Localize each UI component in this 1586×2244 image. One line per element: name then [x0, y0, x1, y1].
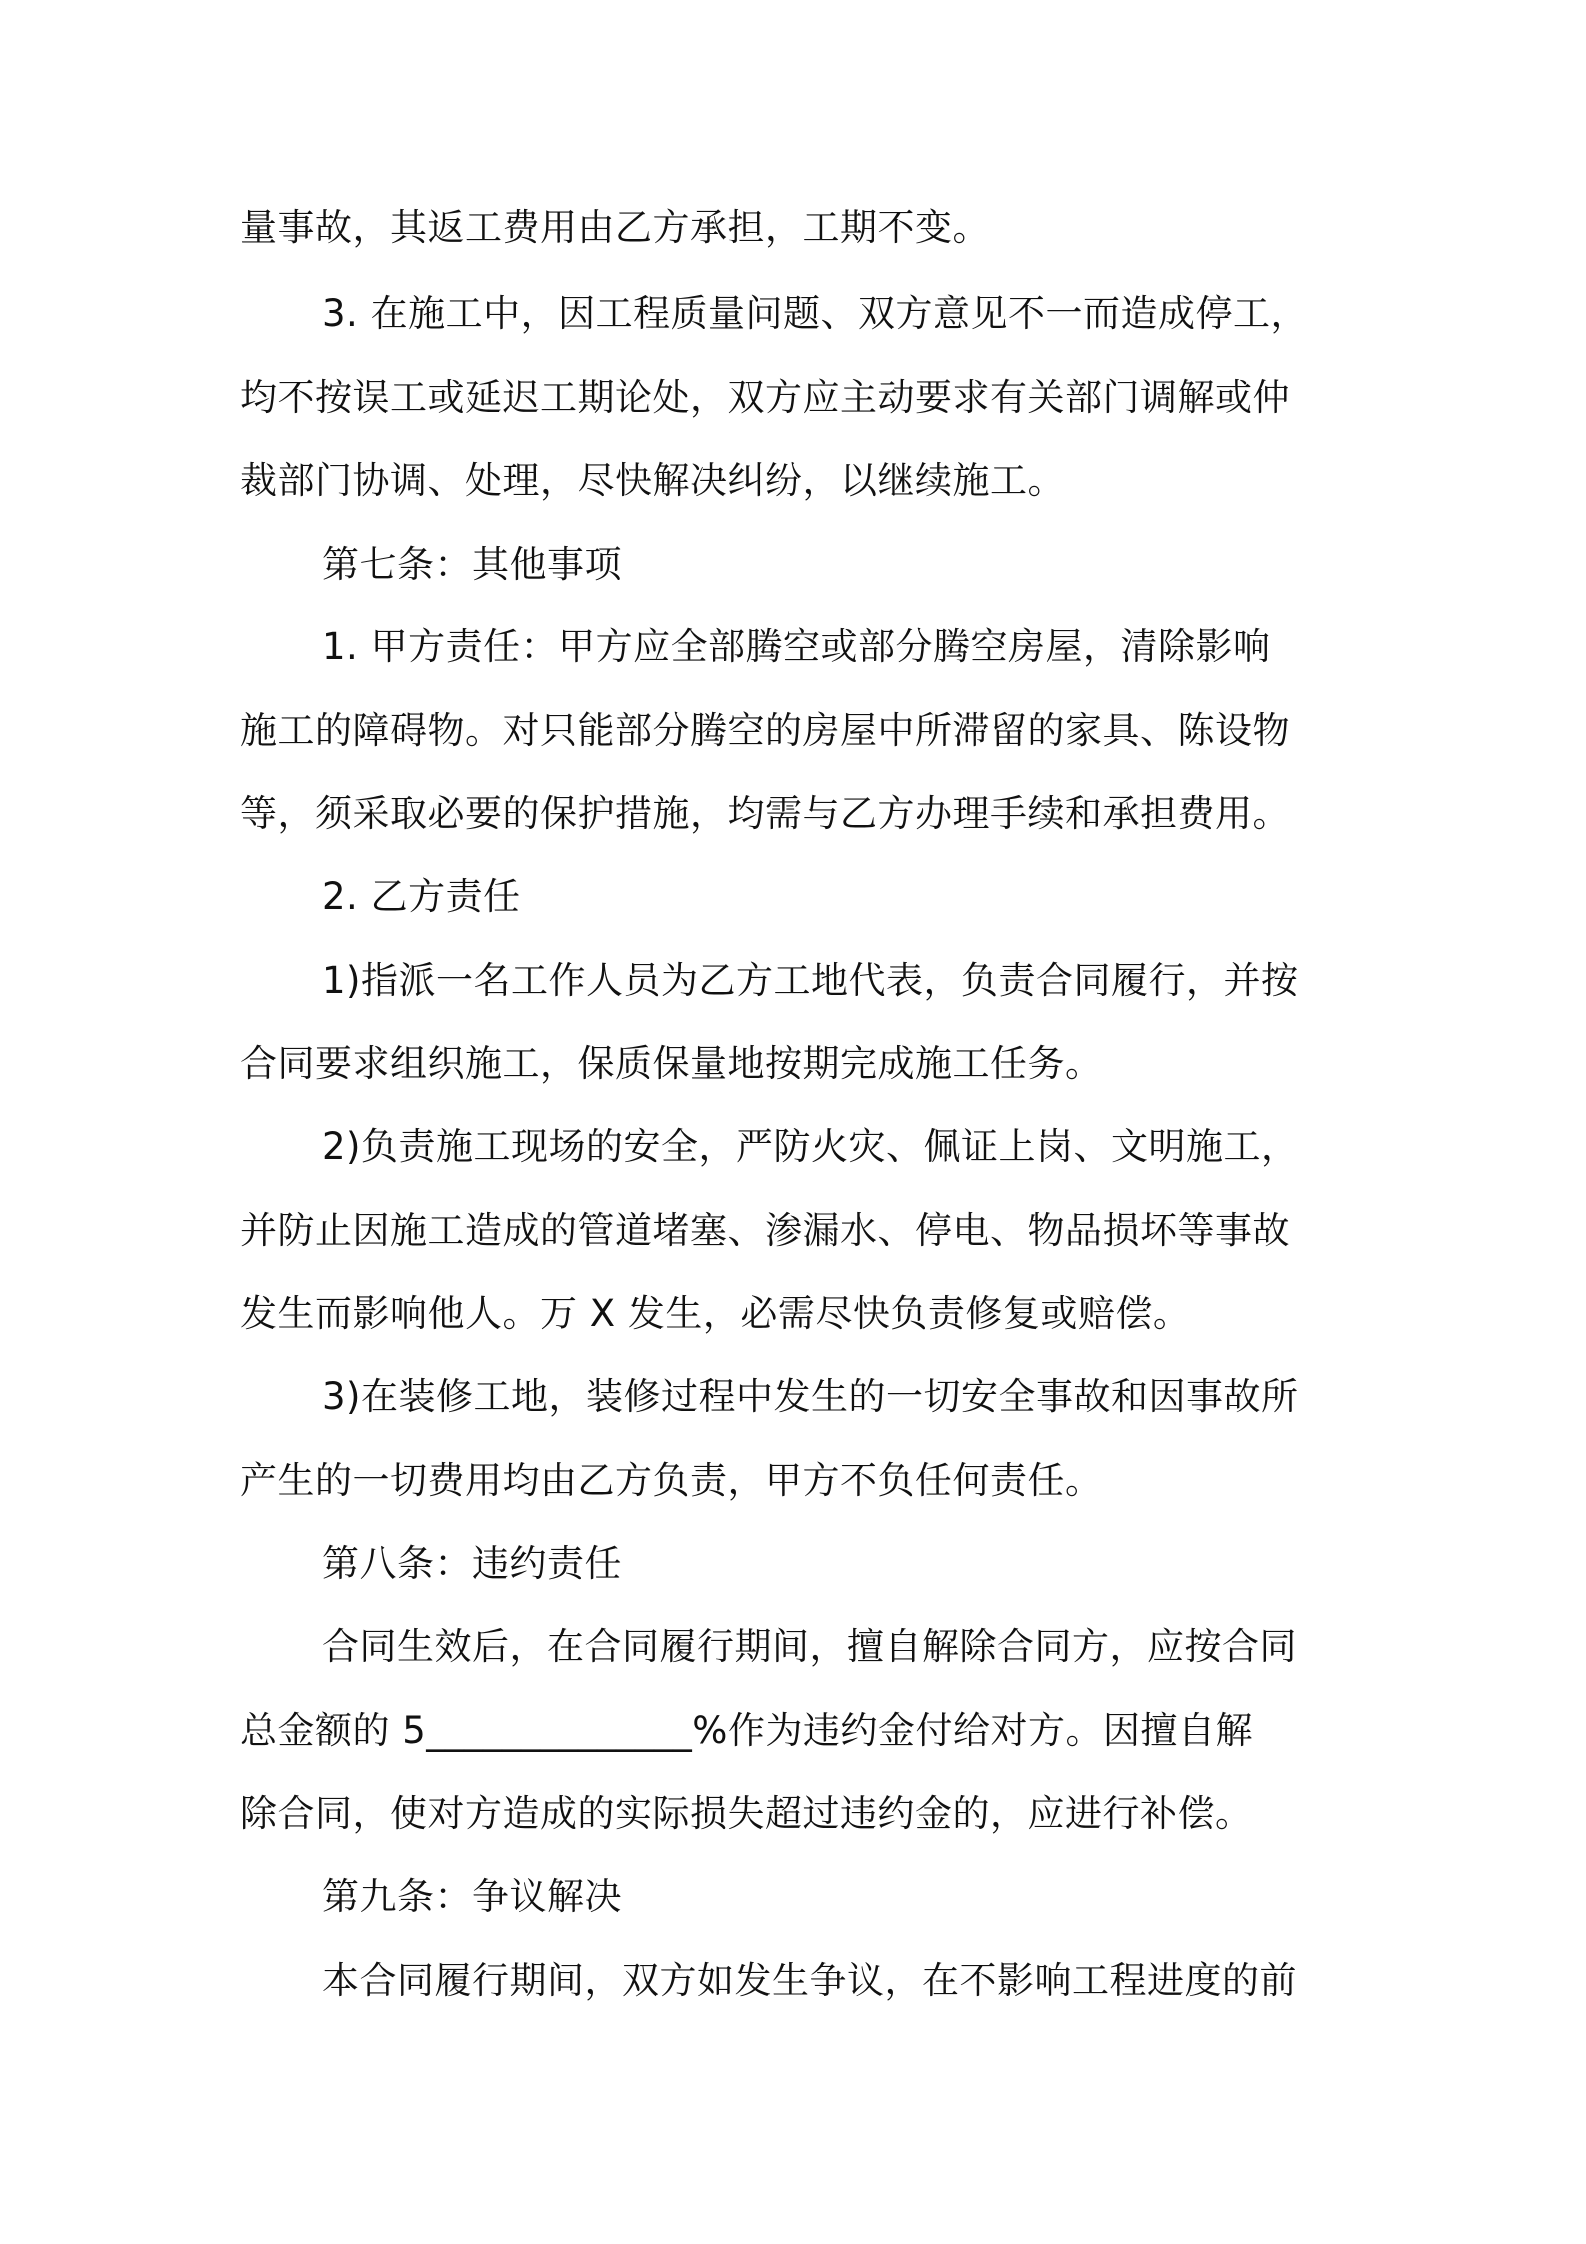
text-line: 合同生效后，在合同履行期间，擅自解除合同方，应按合同	[322, 1625, 1297, 1668]
text-line: 1)指派一名工作人员为乙方工地代表，负责合同履行，并按	[322, 959, 1299, 1002]
text-line: 除合同，使对方造成的实际损失超过违约金的，应进行补偿。	[240, 1792, 1253, 1835]
text-line: 裁部门协调、处理，尽快解决纠纷，以继续施工。	[240, 459, 1065, 502]
text-line: 均不按误工或延迟工期论处，双方应主动要求有关部门调解或仲	[240, 376, 1290, 419]
text-line: 合同要求组织施工，保质保量地按期完成施工任务。	[240, 1042, 1103, 1085]
text-line: 产生的一切费用均由乙方负责，甲方不负任何责任。	[240, 1459, 1103, 1502]
section-heading: 第九条：争议解决	[322, 1875, 622, 1918]
text-line: 施工的障碍物。对只能部分腾空的房屋中所滞留的家具、陈设物	[240, 709, 1290, 752]
text-line: 等，须采取必要的保护措施，均需与乙方办理手续和承担费用。	[240, 792, 1290, 835]
text-line: 发生而影响他人。万 X 发生，必需尽快负责修复或赔偿。	[240, 1292, 1191, 1335]
text-line: 并防止因施工造成的管道堵塞、渗漏水、停电、物品损坏等事故	[240, 1209, 1290, 1252]
text-line: 3. 在施工中，因工程质量问题、双方意见不一而造成停工，	[322, 292, 1309, 335]
subsection-heading: 2. 乙方责任	[322, 875, 521, 918]
text-line: 本合同履行期间，双方如发生争议，在不影响工程进度的前	[322, 1959, 1297, 2002]
text-line: 1. 甲方责任：甲方应全部腾空或部分腾空房屋，清除影响	[322, 625, 1271, 668]
text-line: 2)负责施工现场的安全，严防火灾、佩证上岗、文明施工，	[322, 1125, 1299, 1168]
section-heading: 第八条：违约责任	[322, 1542, 622, 1585]
text-line: 量事故，其返工费用由乙方承担，工期不变。	[240, 206, 990, 249]
text-line: 3)在装修工地，装修过程中发生的一切安全事故和因事故所	[322, 1375, 1299, 1418]
text-line: 总金额的 5______________%作为违约金付给对方。因擅自解	[240, 1709, 1253, 1752]
section-heading: 第七条：其他事项	[322, 543, 622, 586]
